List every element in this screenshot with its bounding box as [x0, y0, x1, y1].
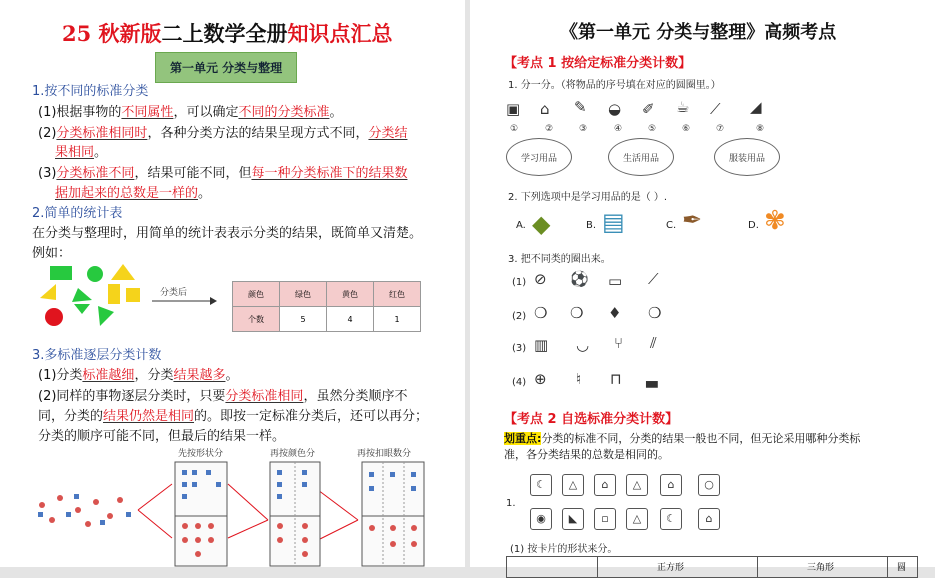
text: 。 — [198, 186, 212, 201]
apple-icon: ❍ — [570, 304, 584, 322]
card-square-house-icon: ⌂ — [660, 474, 682, 496]
table-cell: 红色 — [374, 282, 421, 307]
question-3-text: 3. 把不同类的圈出来。 — [508, 254, 611, 265]
table-divider — [757, 557, 758, 577]
left-page-title — [62, 18, 393, 48]
pencil-case-icon: ▭ — [608, 272, 623, 290]
section-1-point-3-cont — [55, 182, 211, 201]
highlight: 分类标准相同 — [225, 389, 304, 404]
item-number: ④ — [614, 124, 623, 134]
highlight: 标准越细 — [82, 368, 135, 383]
table-header-circle: 圆 — [897, 563, 907, 573]
diagram-label-shape: 先按形状分 — [178, 449, 224, 459]
table-cell: 5 — [280, 307, 327, 332]
text: (1)根据事物的 — [38, 105, 122, 120]
text: (2)同样的事物逐层分类时，只要 — [38, 389, 226, 404]
fork-icon: ⑂ — [614, 334, 624, 352]
text: 。 — [94, 145, 108, 160]
highlight: 不同的分类标准 — [238, 105, 330, 120]
card-triangle-circle-icon: ○ — [698, 474, 720, 496]
question-1-text: 1. 分一分。（将物品的序号填在对应的圆圈里。） — [508, 80, 721, 91]
card-square-triangle-icon: △ — [626, 474, 648, 496]
option-d-label[interactable]: D. — [748, 220, 759, 231]
card-triangle-icon: △ — [562, 474, 584, 496]
item-number: ① — [510, 124, 519, 134]
text: (2) — [38, 126, 57, 141]
toothbrush-icon: ⟋ — [710, 100, 721, 118]
title-part-subject: 二上数学全册 — [161, 21, 288, 46]
bicycle-icon: ⊕ — [534, 370, 547, 388]
table-cell: 4 — [327, 307, 374, 332]
card-circle-moon-icon: ☾ — [530, 474, 552, 496]
right-page-title: 《第一单元 分类与整理》高频考点 — [560, 22, 837, 43]
football-icon: ⚽ — [570, 270, 589, 288]
question-4-sub-1: (1) 按卡片的形状来分。 — [510, 544, 618, 555]
section-1-point-1 — [38, 101, 342, 120]
highlight-label: 划重点: — [504, 432, 542, 445]
table-divider — [597, 557, 598, 577]
key-point-2-heading: 【考点 2 自选标准分类计数】 — [504, 412, 679, 427]
chopsticks-icon: ⫽ — [650, 334, 657, 352]
example-label: 例如： — [32, 246, 72, 261]
option-b-label[interactable]: B. — [586, 220, 597, 231]
chair-icon: ♮ — [576, 370, 582, 388]
oval-study-supplies[interactable]: 学习用品 — [506, 138, 572, 176]
title-part-summary: 知识点汇总 — [287, 21, 393, 46]
text: 。 — [225, 368, 239, 383]
right-page — [470, 0, 935, 573]
oval-daily-supplies[interactable]: 生活用品 — [608, 138, 674, 176]
answer-table-partial — [506, 556, 918, 578]
layered-classification-diagram — [30, 460, 450, 567]
item-number: ③ — [579, 124, 588, 134]
text: ，可以确定 — [173, 105, 239, 120]
table-cell: 1 — [374, 307, 421, 332]
question-4-number: 1. — [506, 498, 516, 509]
oval-clothing-supplies[interactable]: 服装用品 — [714, 138, 780, 176]
desk-icon: ⊓ — [610, 370, 622, 388]
section-3-title: 3.多标准逐层分类计数 — [32, 348, 162, 363]
table-cell: 黄色 — [327, 282, 374, 307]
key-note-line-2: 准，各分类结果的总数是相同的。 — [504, 448, 669, 461]
section-1-title: 1.按不同的标准分类 — [32, 84, 149, 99]
section-3-point-2-cont — [38, 405, 428, 424]
color-count-table — [232, 281, 421, 332]
marker-icon: ✐ — [642, 100, 655, 118]
tomato-icon: ❍ — [534, 304, 548, 322]
strawberry-icon: ♦ — [608, 304, 622, 322]
table-header-triangle: 三角形 — [807, 563, 835, 573]
highlight: 分类标准相同时 — [56, 126, 148, 141]
key-note — [504, 430, 860, 446]
apple-icon: ❍ — [648, 304, 662, 322]
table-cell: 颜色 — [233, 282, 280, 307]
section-3-point-1 — [38, 364, 238, 383]
comb-icon: ▥ — [534, 336, 549, 354]
item-number: ⑧ — [756, 124, 765, 134]
card-square-wedge-icon: ◣ — [562, 508, 584, 530]
title-part-year: 25 — [62, 21, 92, 46]
diagram-label-holes: 再按扣眼数分 — [357, 449, 412, 459]
table-header-row — [233, 282, 421, 307]
shoe-icon: ◢ — [750, 98, 762, 116]
question-2-text: 2. 下列选项中是学习用品的是（ ）. — [508, 192, 668, 203]
table-header-square: 正方形 — [657, 563, 685, 573]
item-number: ⑥ — [682, 124, 691, 134]
text: (1)分类 — [38, 368, 83, 383]
row-label: (2) — [512, 311, 527, 322]
text: ，结果可能不同，但 — [134, 166, 252, 181]
highlight: 不同属性 — [121, 105, 174, 120]
section-3-point-2 — [38, 385, 407, 404]
left-page — [0, 0, 465, 567]
arrow-label: 分类后 — [160, 288, 188, 298]
text: 同，分类的 — [38, 409, 104, 424]
highlight: 结果越多 — [173, 368, 226, 383]
text: ，虽然分类顺序不 — [303, 389, 408, 404]
diagram-label-color: 再按颜色分 — [270, 449, 316, 459]
table-row — [233, 307, 421, 332]
section-1-point-2 — [38, 122, 407, 141]
section-3-point-2-end: 分类的顺序可能不同，但最后的结果一样。 — [38, 429, 286, 444]
text: ，各种分类方法的结果呈现方式不同， — [147, 126, 369, 141]
key-point-1-heading: 【考点 1 按给定标准分类计数】 — [504, 56, 692, 71]
text: (3) — [38, 166, 57, 181]
section-2-text: 在分类与整理时，用简单的统计表表示分类的结果，既简单又清楚。 — [32, 226, 423, 241]
bowl-icon: ◡ — [576, 336, 590, 354]
text: ，分类 — [134, 368, 174, 383]
section-1-point-3 — [38, 162, 407, 181]
highlight: 据加起来的总数是一样的 — [55, 186, 199, 201]
section-2-title: 2.简单的统计表 — [32, 206, 123, 221]
highlight: 结果仍然是相同 — [103, 409, 195, 424]
highlight: 分类结 — [368, 126, 408, 141]
card-circle-house-icon: ⌂ — [594, 474, 616, 496]
baseball-bat-icon: ⟋ — [648, 270, 659, 288]
card-square-house-icon: ⌂ — [698, 508, 720, 530]
key-note-line-1: 分类的标准不同，分类的结果一般也不同，但无论采用哪种分类标 — [541, 432, 861, 445]
table-divider — [887, 557, 888, 577]
hat-icon: ◒ — [608, 100, 622, 118]
butterfly-icon: ✾ — [764, 206, 786, 236]
pen-icon: ✒ — [682, 206, 703, 234]
highlight: 每一种分类标准下的结果数 — [251, 166, 408, 181]
item-number: ⑦ — [716, 124, 725, 134]
highlight: 分类标准不同 — [56, 166, 135, 181]
unit-tag: 第一单元 分类与整理 — [155, 52, 297, 83]
option-c-label[interactable]: C. — [666, 220, 677, 231]
item-number: ② — [545, 124, 554, 134]
colored-shapes-illustration — [38, 262, 148, 328]
racket-icon: ⊘ — [534, 270, 547, 288]
row-label: (1) — [512, 277, 527, 288]
card-circle-triangle-icon: △ — [626, 508, 648, 530]
section-1-point-2-cont — [55, 141, 107, 160]
sofa-icon: ▃ — [646, 370, 658, 388]
table-cell: 个数 — [233, 307, 280, 332]
card-square-apple-icon: ◉ — [530, 508, 552, 530]
schoolbag-icon: ▣ — [506, 100, 521, 118]
right-arrow-icon — [152, 296, 218, 306]
item-number: ⑤ — [648, 124, 657, 134]
pencil-icon: ✎ — [574, 98, 587, 116]
row-label: (3) — [512, 343, 527, 354]
card-triangle-square-icon: ▫ — [594, 508, 616, 530]
cup-icon: ☕ — [676, 98, 690, 116]
turtle-icon: ◆ — [532, 210, 551, 238]
towel-icon: ▤ — [602, 208, 625, 236]
ruler-icon: ⌂ — [540, 100, 550, 118]
table-cell: 绿色 — [280, 282, 327, 307]
text: 的。即按一定标准分类后，还可以再分； — [194, 409, 429, 424]
row-label: (4) — [512, 377, 527, 388]
text: 。 — [329, 105, 343, 120]
highlight: 果相同 — [55, 145, 95, 160]
option-a-label[interactable]: A. — [516, 220, 526, 231]
card-circle-moon-icon: ☾ — [660, 508, 682, 530]
title-part-version: 秋新版 — [91, 21, 162, 46]
